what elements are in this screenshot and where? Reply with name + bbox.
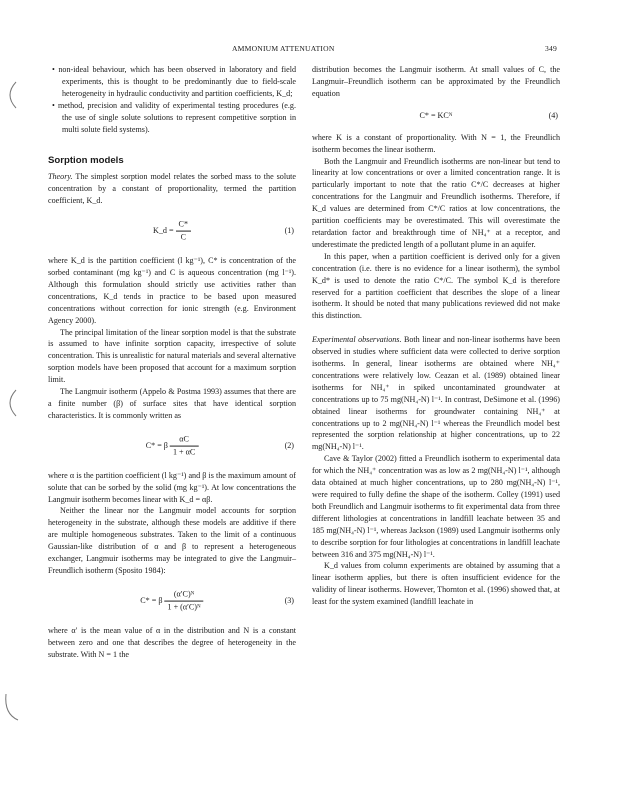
eq2-factor: β [163, 440, 168, 450]
paragraph-kd-star: In this paper, when a partition coefficient is derived only for a given concentration (i.e. there is no evidence for a linear isotherm), the symbol K_d* is used to denote the ratio C*/C. The symbol K_d is therefore reserved for a partition coefficient that describes the slope of a linear isotherm. It should be noted that many publications reviewed did not make this distinction. [312, 251, 560, 321]
eq3-factor: β [158, 595, 163, 605]
eq2-lhs: C* = [145, 440, 162, 450]
paragraph-alpha-prime: where α′ is the mean value of α in the distribution and N is a constant between zero and one that describes the degree of heterogeneity in the substrate. With N = 1 the [48, 625, 296, 659]
experimental-label: Experimental observations. [312, 335, 402, 345]
left-column [48, 64, 296, 661]
equation-3 [48, 583, 296, 619]
eq3-number: (3) [284, 595, 294, 605]
paragraph-heterogeneity: Neither the linear nor the Langmuir model accounts for sorption heterogeneity in the substrate, although these models are additive if there are multiple homogeneous substrates. Taken to the limit of a continuous Gaussian-like distribution of α and β to represent a heterogeneous exchanger, Langmuir isotherms may be integrated to give the Langmuir–Freundlich isotherm (Sposito 1984): [48, 506, 296, 575]
paragraph-langmuir: The Langmuir isotherm (Appelo & Postma 1993) assumes that there are a finite number (β) of surface sites that have identical sorption characteristics. It is commonly written as [48, 387, 296, 420]
eq1-lhs: K_d = [152, 225, 174, 235]
eq3-numerator: (α′C)ᴺ [165, 589, 204, 602]
eq4-expression: C* = KCᴺ [419, 110, 453, 120]
margin-mark-top [0, 80, 20, 110]
right-column [312, 64, 560, 608]
eq1-numerator: C* [176, 219, 191, 232]
running-title: AMMONIUM ATTENUATION [232, 44, 335, 53]
paragraph-column-experiments: K_d values from column experiments are obtained by assuming that a linear isotherm applies, but there is often insufficient evidence for the validity of linear isotherms. However, Thornton et al. (1996) showed that, at least for the system examined (landfill leachate in [312, 561, 560, 607]
equation-2 [48, 428, 296, 464]
paragraph-experimental [312, 334, 560, 453]
paragraph-alpha-beta: where α is the partition coefficient (l kg⁻¹) and β is the maximum amount of solute that can be sorbed by the solid (mg kg⁻¹). At low concentrations the Langmuir isotherm becomes linear with K_d = αβ. [48, 470, 296, 504]
eq1-number: (1) [284, 226, 294, 236]
eq4-number: (4) [548, 110, 558, 120]
paragraph-freundlich-intro: distribution becomes the Langmuir isotherm. At small values of C, the Langmuir–Freundlich isotherm can be approximated by the Freundlich equation [312, 65, 560, 98]
margin-mark-bottom [0, 692, 20, 722]
equation-4 [312, 106, 560, 126]
section-title: Sorption models [48, 155, 124, 167]
eq3-denominator: 1 + (α′C)ᴺ [167, 602, 201, 612]
paragraph-linear-limitation: The principal limitation of the linear sorption model is that the substrate is assumed to have infinite sorption capacity, irrespective of solute concentration. This is unrealistic for natural materials and several alternative sorption models have been proposed that account for a maximum sorption limit. [48, 327, 296, 385]
theory-text: The simplest sorption model relates the sorbed mass to the solute concentration by a constant of proportionality, termed the partition coefficient, K_d. [48, 172, 296, 206]
paragraph-kd-definition: where K_d is the partition coefficient (l kg⁻¹), C* is concentration of the sorbed contaminant (mg kg⁻¹) and C is aqueous concentration (mg l⁻¹). Although this formulation should strictly use activities rather than concentrations, K_d tends in practice to be based upon measured concentrations without correction for ionic strength (e.g. Environment Agency 2000). [48, 256, 296, 325]
eq2-number: (2) [284, 440, 294, 450]
paragraph-constant-k: where K is a constant of proportionality. With N = 1, the Freundlich isotherm becomes the linear isotherm. [312, 132, 560, 154]
theory-label: Theory. [48, 172, 73, 182]
bullet-method: • method, precision and validity of experimental testing procedures (e.g. the use of single solute solutions to represent competitive sorption in multi solute field systems). [52, 100, 296, 134]
paragraph-nonlinear: Both the Langmuir and Freundlich isotherms are non-linear but tend to linearity at low concentrations or over a limited concentration range. It is particularly important to note that the ratio C*/C decreases at higher concentrations for the Langmuir and Freundlich isotherms. Therefore, if K_d values are determined from C*/C ratios at low concentrations, the partition coefficients may be overestimated. This will overestimate the retardation factor and breakthrough time of NH₄⁺ at a receptor, and underestimate the predicted length of a pollutant plume in an aquifer. [312, 156, 560, 249]
eq2-numerator: αC [170, 433, 198, 446]
eq2-denominator: 1 + αC [172, 447, 196, 457]
eq3-lhs: C* = [140, 595, 157, 605]
experimental-text: Both linear and non-linear isotherms have been observed in studies where sufficient data were collected to derive sorption isotherms. In general, linear isotherms are obtained where NH₄⁺ concentrations were relatively low. Ceazan et al. (1989) obtained linear isotherms for NH₄⁺ in spiked uncontaminated groundwater at concentrations up to 75 mg(NH₄-N) l⁻¹. In contrast, DeSimone et al. (1996) obtained linear isotherms for groundwater containing NH₄⁺ at concentrations up to 2 mg(NH₄-N) l⁻¹ whereas the Freundlich model best represented the sorption relationship at higher concentrations, up to 22 mg(NH₄-N) l⁻¹. [312, 335, 561, 452]
paragraph-cave-taylor: Cave & Taylor (2002) fitted a Freundlich isotherm to experimental data for which the NH₄⁺ concentration was as low as 2 mg(NH₄-N) l⁻¹, although data obtained at much higher concentrations, up to 280 mg(NH₄-N) l⁻¹, were required to fully define the shape of the isotherm. Colley (1991) used both Freundlich and Langmuir isotherms to fit experimental data from three different lithologies at concentrations in landfill leachate between 35 and 185 mg(NH₄-N) l⁻¹, whereas Jackson (1989) used Langmuir isotherms only to describe sorption for four lithologies at concentrations in landfill leachate between 316 and 375 mg(NH₄-N) l⁻¹. [312, 454, 560, 559]
equation-1 [48, 213, 296, 249]
margin-mark-middle [0, 388, 20, 418]
eq1-denominator: C [180, 232, 186, 242]
paragraph-theory [48, 171, 296, 207]
page-number: 349 [545, 44, 557, 53]
bullet-nonideal: • non-ideal behaviour, which has been observed in laboratory and field experiments, this is thought to be predominantly due to field-scale heterogeneity in hydraulic conductivity and partition coefficients, K_d; [52, 65, 296, 98]
